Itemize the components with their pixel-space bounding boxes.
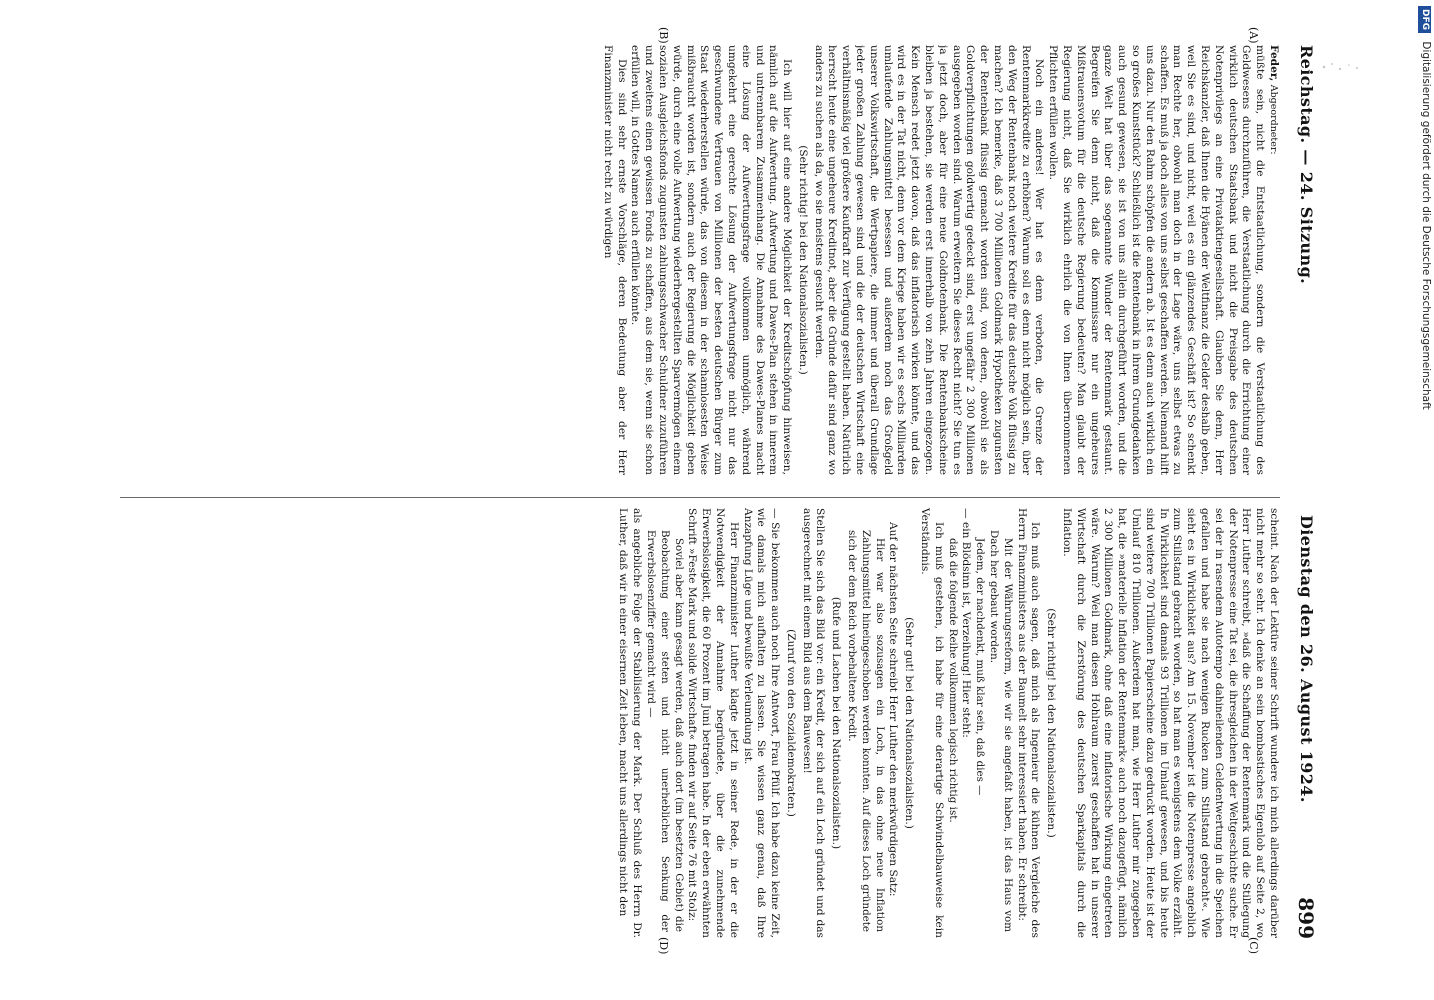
right-column [120, 497, 1280, 938]
body-paragraph: Herr Finanzminister Luther klagte jetzt in seiner Rede, in der er die Notwendigkeit der Annahme begründete, über die zunehmende Erwerbslosigkeit, die 60 Prozent im Juni betragen habe. In der eben erwähnten Schrift »Feste Mark und solide Wirtschaft« finden wir auf Seite 76 mit Stolz: [686, 508, 740, 938]
speaker-name: Feder, [1268, 45, 1280, 82]
quotation: Hier war also sozusagen ein Loch, in das ohne neue Inflation Zahlungsmittel hineingeschoben werden konnten. Auf dieses Loch gründete sich der dem Reich vorbehaltene Kredit. [846, 530, 886, 932]
body-paragraph: scheint. Nach der Lektüre seiner Schrift wundere ich mich allerdings darüber nicht mehr so sehr. Ich denke an sein bombastisches Eigenlob auf Seite 2, wo Herr Luther schreibt, »daß die Schaffung der Rentenmark und die Stillegung der Notenpresse eine Tat sei, die ihresgleichen in der Weltgeschichte suche. Er sei der in rasendem Autotempo dahineilenden Geldentwertung in die Speichen gefallen und habe sie nach wenigen Rucken zum Stillstand gebracht«. Wie sieht es in Wirklichkeit aus? Am 15. November ist die Notenpresse angeblich zum Stillstand gebracht worden, so hat man es wenigstens dem Volke erzählt. In Wirklichkeit sind damals 93 Trillionen im Umlauf gewesen, und bis heute sind weitere 700 Trillionen Papierscheine dazu gedruckt worden. Heute ist der Umlauf 810 Trillionen. Außerdem hat man, wie Herr Luther mir zugegeben hat, die »materielle Inflation der Rentenmark« auch noch dazugefügt, nämlich 2 300 Millionen Goldmark, ohne daß eine inflatorische Wirkung eingetreten wäre. Warum? Weil man diesen Hohlraum zuerst geschaffen hat in unserer Wirtschaft durch die Zerstörung des deutschen Sparkapitals durch die Inflation. [1061, 508, 1280, 938]
body-paragraph: Noch ein anderes! Wer hat es denn verboten, die Grenze der Rentenmarkkredite zu erhöhen? Warum soll es denn nicht möglich sein, über den Weg der Rentenbank noch weitere Kredite für das deutsche Volk flüssig zu machen? Ich bemerke, daß 3 700 Millionen Goldmark Hypotheken zugunsten der Rentenbank flüssig gemacht worden sind, von denen, obwohl sie als Goldverpflichtungen goldwertig gedeckt sind, erst ungefähr 2 300 Millionen ausgegeben worden sind. Warum erweitern Sie dieses Recht nicht? Sie tun es ja jetzt doch, aber für eine neue Goldnotenbank. Die Rentenbankscheine bleiben ja bestehen, sie werden erst innerhalb von zehn Jahren eingezogen. Kein Mensch redet jetzt davon, daß das inflatorisch wirken könnte, und das wird es in der Tat nicht, denn vor dem Kriege haben wir es sechs Milliarden umlaufende Zahlungsmittel besessen und außerdem noch das Großgeld unserer Volkswirtschaft, die Wertpapiere, die immer und überall Grundlage jeder großen Zahlung gewesen sind und die der deutschen Wirtschaft eine verhältnismäßig viel größere Kaufkraft zur Verfügung gestellt haben. Natürlich herrscht heute eine ungeheure Kreditnot, aber die Gründe dafür sind ganz wo anders zu suchen als da, wo sie meistens gesucht werden. [812, 45, 1046, 475]
interjection: (Sehr richtig! bei den Nationalsozialisten.) [796, 145, 809, 375]
running-head [1282, 25, 1320, 955]
credit-text: Digitalisierung gefördert durch die Deutsche Forschungsgemeinschaft [1420, 41, 1432, 410]
margin-marker-b: (B) [657, 27, 670, 44]
body-paragraph: müßte sein, nicht die Entstaatlichung, sondern die Verstaatlichung des Geldwesens durchzuführen, die Verstaatlichung durch die Errichtung einer wirklich deutschen Staatsbank und nicht die Preisgabe des deutschen Notenprivilegs an eine Privataktiengesellschaft. Glauben Sie denn, Herr Reichskanzler, daß Ihnen die Hyänen der Weltfinanz die Gelder deshalb geben, weil Sie es sind, und nicht, weil es ein glänzendes Geschäft ist? So schenkt man Rechte her, obwohl man doch in der Lage wäre, uns selbst etwas zu schaffen. Es muß ja doch alles von uns selbst geschaffen werden. Niemand hilft uns dazu. Nur den Rahm schöpfen die andern ab. Ist es denn auch wirklich ein so großes Kunststück? Schließlich ist die Rentenbank in ihrem Grundgedanken auch gesund gewesen, sie ist von uns allein durchgeführt worden, und die ganze Welt hat über das sogenannte Wunder der Rentenmark gestaunt. Begreifen Sie denn nicht, daß die Kommissare nur ein ungeheures Mißtrauensvotum für die deutsche Regierung bedeuten? Man glaubt der Regierung nicht, daß Sie wirklich ehrlich die von Ihnen übernommenen Pflichten erfüllen wollen. [1047, 45, 1267, 475]
margin-marker-d: (D) [657, 937, 670, 955]
left-column [120, 45, 1280, 475]
header-date: Dienstag den 26. August 1924. [1297, 515, 1316, 803]
header-session: Reichstag. — 24. Sitzung. [1297, 45, 1316, 285]
body-paragraph: Dies sind sehr ernste Vorschläge, deren Bedeutung aber der Herr Finanzminister nicht recht zu würdigen [601, 45, 628, 475]
interjection: (Rufe und Lachen bei den Nationalsozialisten.) [830, 596, 843, 850]
margin-marker-c: (C) [1247, 937, 1260, 954]
quotation: Jedem, der nachdenkt, muß klar sein, daß dies — [974, 538, 987, 796]
digitization-credit [1418, 6, 1434, 996]
body-paragraph: — Sie bekommen auch noch Ihre Antwort, Frau Pfülf. Ich habe dazu keine Zeit, wie damals mich aufhalten zu lassen. Sie wissen ganz genau, daß Ihre Anzapfung Lüge und bewußte Verleumdung ist. [741, 508, 782, 938]
margin-marker-a: (A) [1247, 27, 1260, 44]
interjection: (Sehr gut! bei den Nationalsozialisten.) [903, 617, 916, 829]
body-paragraph: Stellen Sie sich das Bild vor: ein Kredit, der sich auf ein Loch gründet und das ausgerechnet mit einem Bild aus dem Bauwesen! [800, 508, 827, 938]
body-paragraph: Ich will hier auf eine andere Möglichkeit der Kreditschöpfung hinweisen, nämlich auf die Aufwertung. Aufwertung und Dawes-Plan stehen in innerem und untrennbarem Zusammenhang. Die Annahme des Dawes-Planes macht eine Lösung der Aufwertungsfrage vollkommen unmöglich, während umgekehrt eine gerechte Lösung der Aufwertungsfrage nicht nur das geschwundene Vertrauen von Millionen der besten deutschen Bürger zum Staat wiederherstellen würde, das von diesem in der schamlosesten Weise mißbraucht worden ist, sondern auch der Regierung die Möglichkeit geben würde, durch eine volle Aufwertung wiederhergestellten Sparvermögen einem sozialen Ausgleichsfonds zugunsten zahlungsschwacher Schuldner zuzuführen und zweitens einen gewissen Fonds zu schaffen, aus dem sie, wenn sie schon erfüllen will, in Gottes Namen auch erfüllen könnte. [629, 45, 794, 475]
newspaper-page [110, 25, 1320, 955]
quotation: daß die folgende Reihe vollkommen logisch richtig ist. [946, 538, 959, 823]
interjection: (Sehr richtig! bei den Nationalsozialisten.) [1045, 608, 1058, 838]
speaker-role: Abgeordneter: [1268, 84, 1279, 155]
quotation: Mit der Währungsreform, wie wir sie angefaßt haben, ist das Haus vom Dach her gebaut worden. [988, 530, 1014, 932]
interjection: (Zuruf von den Sozialdemokraten.) [784, 629, 797, 817]
page-number: 899 [1294, 897, 1318, 939]
speaker-line [1266, 45, 1280, 475]
body-paragraph: Auf der nächsten Seite schreibt Herr Luther den merkwürdigen Satz: [887, 522, 900, 897]
dfg-logo: DFG [1418, 6, 1431, 33]
quotation: Soviel aber kann gesagt werden, daß auch dort (im besetzten Gebiet) die Beobachtung einer steten und nicht unerheblichen Senkung der Erwerbslosenziffer gemacht wird — [644, 530, 685, 932]
body-paragraph: — ein Blödsinn ist, Verzeihung! Hier steht: [960, 508, 973, 738]
body-paragraph: als angebliche Folge der Stabilisierung der Mark. Der Schluß des Herrn Dr. Luther, daß wir in einer eisernen Zeit leben, macht uns allerdings nicht den [617, 508, 644, 938]
body-paragraph: Ich muß auch sagen, daß mich als Ingenieur die kühnen Vergleiche des Herrn Finanzministers aus der Baumelt sehr interessiert haben. Er schreibt: [1015, 508, 1042, 938]
scan-smudge [1318, 58, 1364, 76]
body-paragraph: Ich muß gestehen, ich habe für eine derartige Schwindelbauweise kein Verständnis. [919, 508, 945, 938]
